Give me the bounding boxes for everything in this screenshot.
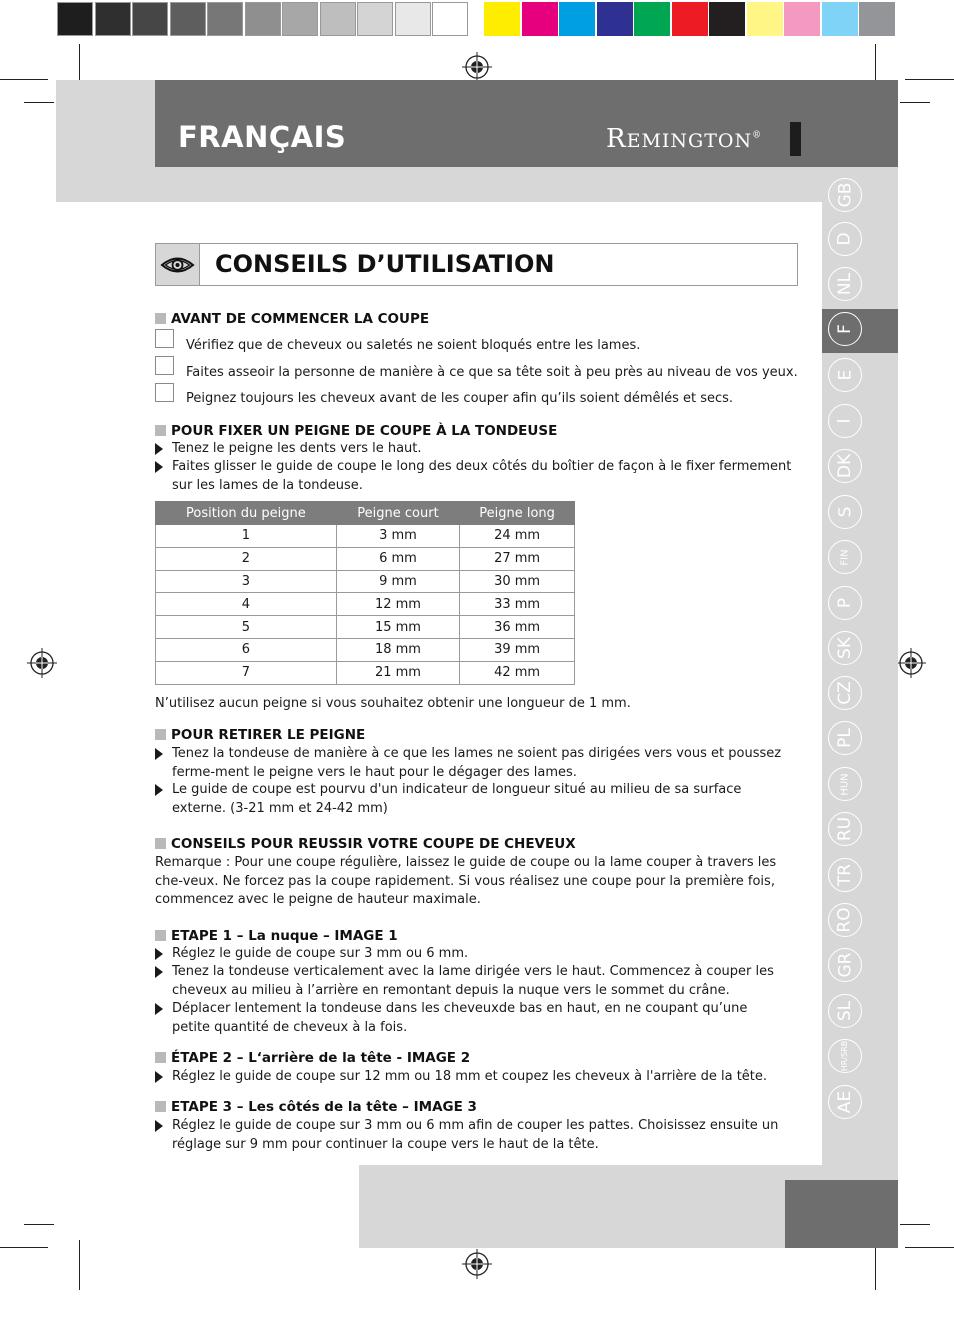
crop-mark bbox=[24, 102, 54, 103]
crop-mark bbox=[24, 1224, 54, 1225]
language-tab-label: E bbox=[835, 369, 855, 381]
list-item: Tenez la tondeuse verticalement avec la lame dirigée vers le haut. Commencez à couper les cheveux au milieu à l’arrière en remontant depuis la nuque vers le sommet du crâne. bbox=[172, 964, 774, 998]
table-cell: 15 mm bbox=[336, 616, 459, 639]
registration-mark-icon bbox=[462, 52, 492, 82]
section-title: CONSEILS D’UTILISATION bbox=[215, 250, 555, 278]
heading-fixer: POUR FIXER UN PEIGNE DE COUPE À LA TONDEUSE bbox=[155, 423, 557, 439]
gray-swatch bbox=[170, 2, 206, 36]
section-icon-box bbox=[155, 243, 200, 286]
note-1mm: N’utilisez aucun peigne si vous souhaitez obtenir une longueur de 1 mm. bbox=[155, 696, 631, 711]
crop-mark bbox=[905, 79, 954, 80]
table-cell: 33 mm bbox=[460, 593, 575, 616]
language-tab-nl[interactable] bbox=[828, 267, 862, 301]
eye-icon bbox=[156, 244, 199, 285]
registration-mark-icon bbox=[896, 648, 926, 678]
language-tab-label: SK bbox=[834, 637, 855, 659]
crop-mark bbox=[0, 79, 48, 80]
language-tab-i[interactable] bbox=[828, 404, 862, 438]
table-row bbox=[156, 570, 575, 593]
heading-retirer: POUR RETIRER LE PEIGNE bbox=[155, 727, 365, 743]
language-tab-label: NL bbox=[834, 272, 855, 296]
language-tab-pl[interactable] bbox=[828, 721, 862, 755]
heading-etape2: ÉTAPE 2 – L‘arrière de la tête - IMAGE 2 bbox=[155, 1050, 470, 1066]
language-tab-ro[interactable] bbox=[828, 903, 862, 937]
page-title: FRANÇAIS bbox=[178, 120, 347, 154]
brand-rest: EMINGTON bbox=[626, 130, 753, 152]
table-header: Position du peigne bbox=[156, 502, 337, 525]
checkbox[interactable] bbox=[155, 383, 174, 402]
crop-mark bbox=[900, 102, 930, 103]
language-tab-label: PL bbox=[834, 728, 855, 748]
list-item: Faites glisser le guide de coupe le long des deux côtés du boîtier de façon à le fixer fermement sur les lames de la tondeuse. bbox=[172, 459, 792, 493]
table-cell: 39 mm bbox=[460, 638, 575, 661]
list-item: Réglez le guide de coupe sur 3 mm ou 6 mm afin de couper les pattes. Choisissez ensuite un réglage sur 9 mm pour continuer la coupe vers le haut de la tête. bbox=[172, 1118, 779, 1152]
heading-conseils: CONSEILS POUR REUSSIR VOTRE COUPE DE CHEVEUX bbox=[155, 836, 576, 852]
language-tab-s[interactable] bbox=[828, 495, 862, 529]
table-cell: 30 mm bbox=[460, 570, 575, 593]
table-header-row bbox=[156, 502, 575, 525]
table-row bbox=[156, 547, 575, 570]
gray-swatch bbox=[132, 2, 168, 36]
table-header: Peigne long bbox=[460, 502, 575, 525]
language-tab-sk[interactable] bbox=[828, 631, 862, 665]
table-cell: 42 mm bbox=[460, 661, 575, 684]
table-cell: 18 mm bbox=[336, 638, 459, 661]
color-swatch bbox=[784, 2, 820, 36]
table-cell: 7 bbox=[156, 661, 337, 684]
bullet-arrow-icon bbox=[155, 461, 163, 473]
language-tab-sl[interactable] bbox=[828, 994, 862, 1028]
brand-mark: ® bbox=[752, 130, 763, 141]
table-row bbox=[156, 638, 575, 661]
list-item: Le guide de coupe est pourvu d'un indicateur de longueur situé au milieu de sa surface externe. (3-21 mm et 24-42 mm) bbox=[172, 782, 742, 816]
heading-etape3: ETAPE 3 – Les côtés de la tête – IMAGE 3 bbox=[155, 1099, 477, 1115]
bullet-arrow-icon bbox=[155, 1071, 163, 1083]
language-tab-p[interactable] bbox=[828, 586, 862, 620]
list-item: Réglez le guide de coupe sur 3 mm ou 6 mm. bbox=[172, 946, 469, 961]
language-tab-label: GR bbox=[835, 952, 855, 978]
bullet-arrow-icon bbox=[155, 966, 163, 978]
table-cell: 1 bbox=[156, 525, 337, 548]
table-cell: 9 mm bbox=[336, 570, 459, 593]
table-header: Peigne court bbox=[336, 502, 459, 525]
color-swatch bbox=[484, 2, 520, 36]
language-tab-fin[interactable] bbox=[828, 540, 862, 574]
list-item: Faites asseoir la personne de manière à ce que sa tête soit à peu près au niveau de vos yeux. bbox=[186, 365, 798, 380]
heading-avant: AVANT DE COMMENCER LA COUPE bbox=[155, 311, 429, 327]
language-tab-label: TR bbox=[834, 863, 855, 887]
brand-logo bbox=[606, 124, 762, 154]
gray-swatch bbox=[432, 2, 468, 36]
language-tab-hr-srb[interactable] bbox=[828, 1039, 862, 1073]
color-swatch bbox=[822, 2, 858, 36]
bullet-arrow-icon bbox=[155, 748, 163, 760]
table-cell: 2 bbox=[156, 547, 337, 570]
crop-mark bbox=[79, 1240, 80, 1290]
bullet-arrow-icon bbox=[155, 1003, 163, 1015]
brand-initial: R bbox=[606, 124, 627, 154]
list-item: Déplacer lentement la tondeuse dans les cheveuxde bas en haut, en ne coupant qu’une petite quantité de cheveux à la fois. bbox=[172, 1001, 748, 1035]
gray-swatch bbox=[282, 2, 318, 36]
language-tab-label: F bbox=[835, 324, 855, 334]
registration-mark-icon bbox=[27, 648, 57, 678]
checkbox[interactable] bbox=[155, 356, 174, 375]
registration-mark-icon bbox=[462, 1249, 492, 1279]
color-swatch bbox=[709, 2, 745, 36]
page-number-box bbox=[785, 1180, 898, 1248]
comb-length-table bbox=[155, 501, 575, 685]
table-cell: 3 bbox=[156, 570, 337, 593]
language-tab-label: RU bbox=[834, 816, 855, 842]
language-tab-label: RO bbox=[834, 907, 855, 933]
table-cell: 5 bbox=[156, 616, 337, 639]
list-item: Tenez la tondeuse de manière à ce que les lames ne soient pas dirigées vers vous et poussez ferme-ment le peigne vers le haut pour le dégager des lames. bbox=[172, 746, 782, 780]
brand-bar bbox=[790, 122, 801, 156]
gray-swatch bbox=[57, 2, 93, 36]
language-tab-label: P bbox=[834, 597, 855, 609]
bullet-arrow-icon bbox=[155, 443, 163, 455]
language-tab-e[interactable] bbox=[828, 358, 862, 392]
language-tab-label: CZ bbox=[835, 681, 855, 705]
language-tab-dk[interactable] bbox=[828, 449, 862, 483]
language-tab-label: S bbox=[834, 506, 855, 518]
table-cell: 36 mm bbox=[460, 616, 575, 639]
table-row bbox=[156, 525, 575, 548]
bullet-arrow-icon bbox=[155, 784, 163, 796]
table-cell: 27 mm bbox=[460, 547, 575, 570]
crop-mark bbox=[0, 1247, 48, 1248]
language-tab-label: D bbox=[835, 232, 855, 246]
table-row bbox=[156, 593, 575, 616]
heading-etape1: ETAPE 1 – La nuque – IMAGE 1 bbox=[155, 928, 398, 944]
gray-swatch bbox=[357, 2, 393, 36]
language-tab-label: AE bbox=[835, 1090, 855, 1114]
language-tab-cz[interactable] bbox=[828, 676, 862, 710]
color-swatch bbox=[522, 2, 558, 36]
conseils-text: Remarque : Pour une coupe régulière, laissez le guide de coupe ou la lame couper à travers les che-veux. Ne forcez pas la coupe rapidement. Si vous réalisez une coupe pour la première fois, commencez avec le peigne de hauteur maximale. bbox=[155, 855, 777, 907]
language-tab-ae[interactable] bbox=[828, 1085, 862, 1119]
table-cell: 6 bbox=[156, 638, 337, 661]
language-tab-label: HR/SRB bbox=[840, 1040, 849, 1072]
gray-swatch bbox=[207, 2, 243, 36]
bullet-arrow-icon bbox=[155, 1120, 163, 1132]
gray-swatch bbox=[320, 2, 356, 36]
table-cell: 3 mm bbox=[336, 525, 459, 548]
language-tab-f[interactable] bbox=[828, 312, 862, 346]
language-tab-tr[interactable] bbox=[828, 858, 862, 892]
table-cell: 6 mm bbox=[336, 547, 459, 570]
language-tab-label: HUN bbox=[839, 772, 851, 796]
language-tab-ru[interactable] bbox=[828, 812, 862, 846]
color-swatch bbox=[747, 2, 783, 36]
bullet-arrow-icon bbox=[155, 948, 163, 960]
crop-mark bbox=[905, 1247, 954, 1248]
language-tab-hun[interactable] bbox=[828, 767, 862, 801]
list-item: Réglez le guide de coupe sur 12 mm ou 18 mm et coupez les cheveux à l'arrière de la tête. bbox=[172, 1069, 768, 1084]
language-tab-label: SL bbox=[834, 1000, 855, 1022]
language-tab-d[interactable] bbox=[828, 222, 862, 256]
language-tab-gr[interactable] bbox=[828, 948, 862, 982]
gray-swatch bbox=[245, 2, 281, 36]
color-swatch bbox=[859, 2, 895, 36]
language-tab-label: GB bbox=[835, 182, 855, 208]
color-swatch bbox=[634, 2, 670, 36]
list-item: Vérifiez que de cheveux ou saletés ne soient bloqués entre les lames. bbox=[186, 338, 641, 353]
color-swatch bbox=[672, 2, 708, 36]
table-cell: 4 bbox=[156, 593, 337, 616]
list-item: Peignez toujours les cheveux avant de les couper afin qu’ils soient démêlés et secs. bbox=[186, 391, 734, 406]
color-swatch bbox=[597, 2, 633, 36]
language-tab-label: DK bbox=[835, 453, 855, 479]
language-tab-label: I bbox=[834, 418, 855, 424]
table-row bbox=[156, 616, 575, 639]
list-item: Tenez le peigne les dents vers le haut. bbox=[172, 441, 422, 456]
color-swatch bbox=[559, 2, 595, 36]
gray-swatch bbox=[95, 2, 131, 36]
crop-mark bbox=[900, 1224, 930, 1225]
language-tab-label: FIN bbox=[839, 548, 851, 566]
table-cell: 21 mm bbox=[336, 661, 459, 684]
table-row bbox=[156, 661, 575, 684]
gray-swatch bbox=[395, 2, 431, 36]
table-cell: 24 mm bbox=[460, 525, 575, 548]
table-cell: 12 mm bbox=[336, 593, 459, 616]
checkbox[interactable] bbox=[155, 329, 174, 348]
language-tab-gb[interactable] bbox=[828, 178, 862, 212]
